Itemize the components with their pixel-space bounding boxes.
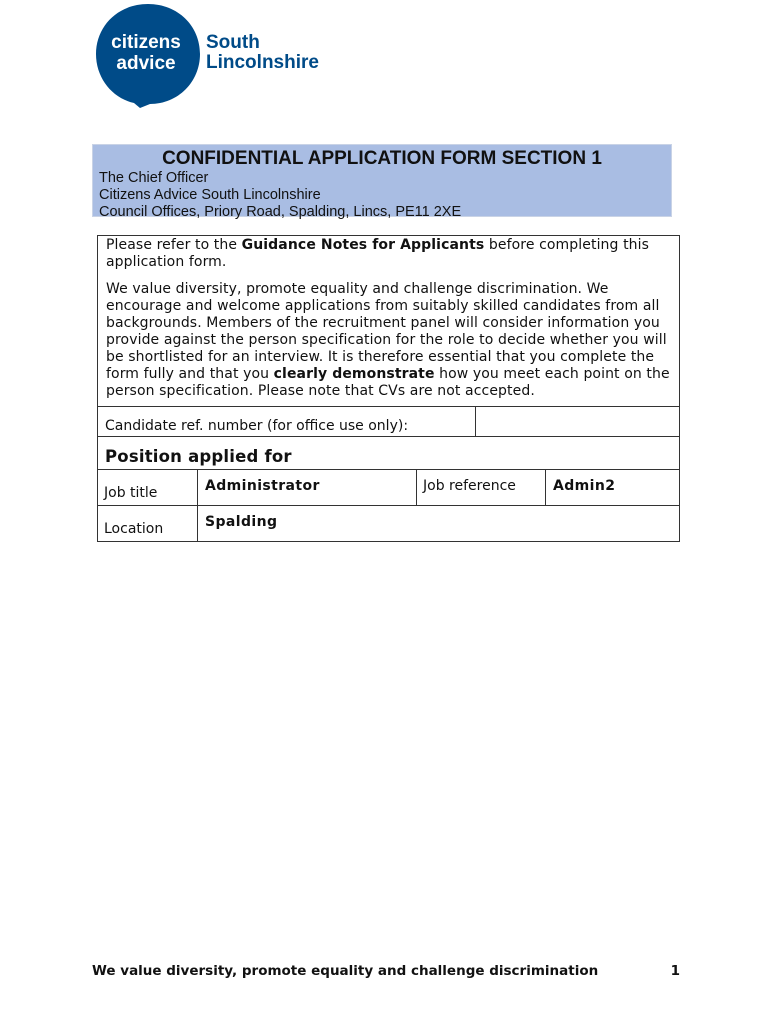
address-line-2: Citizens Advice South Lincolnshire [99,187,321,203]
intro-p2-after: how you meet each point on the person specification. Please note that CVs are not accepted. [106,366,670,399]
candidate-ref-label: Candidate ref. number (for office use only): [98,407,476,436]
candidate-ref-row [98,407,679,437]
footer-text: We value diversity, promote equality and challenge discrimination [92,963,599,979]
intro-p1-before: Please refer to the [106,237,242,253]
candidate-ref-field[interactable] [476,407,679,436]
intro-p2-bold: clearly demonstrate [273,366,435,382]
location-field[interactable]: Spalding [205,514,278,530]
job-title-label: Job title [98,470,198,505]
job-reference-label: Job reference [417,470,546,505]
citizens-advice-logo [96,4,336,108]
application-form [97,235,680,542]
form-header [92,144,672,220]
location-label: Location [98,506,198,541]
intro-section [98,236,679,407]
address-line-3: Council Offices, Priory Road, Spalding, Lincs, PE11 2XE [99,204,462,220]
location-row [98,505,679,541]
logo-word-advice: advice [116,53,176,74]
intro-paragraph-1 [106,237,672,271]
page-number: 1 [670,963,680,979]
intro-p1-after: before completing this application form. [106,237,650,270]
intro-p1-bold: Guidance Notes for Applicants [241,237,485,253]
intro-p2-before: We value diversity, promote equality and challenge discrimination. We encourage and welcome applications from suitably skilled candidates from all backgrounds. Members of the recruitment panel will consider information you provide against the person specification for the role to decide whether you will be shortlisted for an interview. It is therefore essential that you complete the form fully and that you [106,281,667,382]
logo-org-lincolnshire: Lincolnshire [206,52,319,73]
logo-org-south: South [206,32,260,53]
job-reference-field[interactable]: Admin2 [553,478,616,494]
logo-word-citizens: citizens [111,32,181,53]
job-title-field[interactable]: Administrator [198,470,417,505]
address-line-1: The Chief Officer [99,170,209,186]
form-title: CONFIDENTIAL APPLICATION FORM SECTION 1 [162,148,602,169]
intro-paragraph-2 [106,281,672,400]
position-heading: Position applied for [98,437,679,470]
job-title-row [98,470,679,505]
